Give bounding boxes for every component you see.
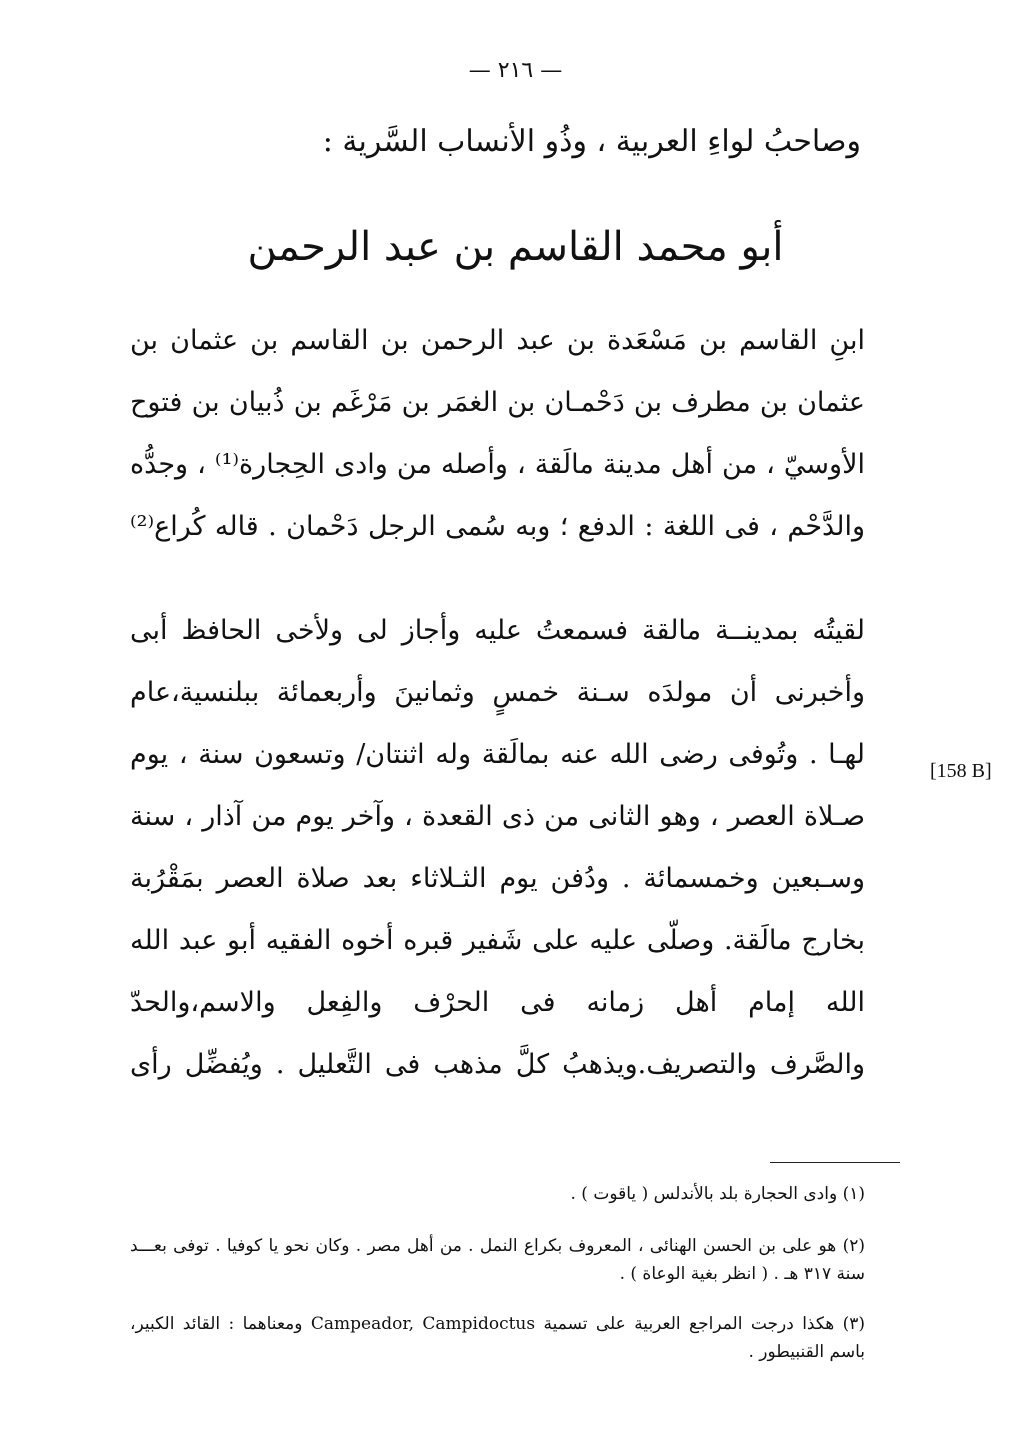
text-line: الله إمام أهل زمانه فى الحرْف والفِعل والاسم،والحدّ — [130, 987, 865, 1018]
text-line: لقيتُه بمدينــة مالقة فسمعتُ عليه وأجاز لى ولأخى الحافظ أبى — [130, 615, 865, 646]
biography-paragraph-1 — [130, 310, 865, 558]
text-line: لهـا . وتُوفى رضى الله عنه بمالَقة وله اثنتان/ وتسعون سنة ، يوم — [130, 739, 865, 770]
text-line: وسـبعين وخمسمائة . ودُفن يوم الثـلاثاء بعد صلاة العصر بمَقْرُبة — [130, 863, 865, 894]
text-line: الأوسيّ ، من أهل مدينة مالَقة ، وأصله من وادى الحِجارة⁽¹⁾ ، وجدُّه — [130, 449, 865, 480]
biography-paragraph-2 — [130, 600, 865, 1096]
section-heading: أبو محمد القاسم بن عبد الرحمن — [247, 224, 784, 270]
footnote-separator — [770, 1162, 900, 1163]
text-line: صـلاة العصر ، وهو الثانى من ذى القعدة ، وآخر يوم من آذار ، سنة — [130, 801, 865, 832]
manuscript-folio-marker: [158 B] — [930, 760, 992, 782]
text-line: عثمان بن مطرف بن دَحْمـان بن الغمَر بن مَرْغَم بن ذُبيان بن فتوح — [130, 387, 865, 418]
text-line: بخارج مالَقة. وصلّى عليه على شَفير قبره أخوه الفقيه أبو عبد الله — [130, 925, 865, 956]
text-line: والدَّحْم ، فى اللغة : الدفع ؛ وبه سُمى الرجل دَحْمان . قاله كُراع⁽²⁾ — [130, 511, 865, 542]
intro-line: وصاحبُ لواءِ العربية ، وذُو الأنساب السَّرية : — [322, 124, 861, 159]
page-number: — ٢١٦ — — [468, 58, 563, 83]
text-line: والصَّرف والتصريف.ويذهبُ كلَّ مذهب فى التَّعليل . ويُفضِّل رأى — [130, 1049, 865, 1080]
footnote-3: (٣) هكذا درجت المراجع العربية على تسمية Campeador, Campidoctus ومعناهما : القائد الكبير، باسم القنبيطور . — [130, 1314, 866, 1362]
footnote-1: (١) وادى الحجارة بلد بالأندلس ( ياقوت ) . — [570, 1184, 865, 1204]
text-line: ابنِ القاسم بن مَسْعَدة بن عبد الرحمن بن القاسم بن عثمان بن — [130, 325, 865, 356]
footnote-2: (٢) هو على بن الحسن الهنائى ، المعروف بكراع النمل . من أهل مصر . وكان نحو يا كوفيا . توفى بعـــد سنة ٣١٧ هـ . ( انظر بغية الوعاة ) . — [130, 1236, 865, 1284]
text-line: وأخبرنى أن مولدَه سـنة خمسٍ وثمانينَ وأربعمائة ببلنسية،عام — [130, 677, 865, 708]
